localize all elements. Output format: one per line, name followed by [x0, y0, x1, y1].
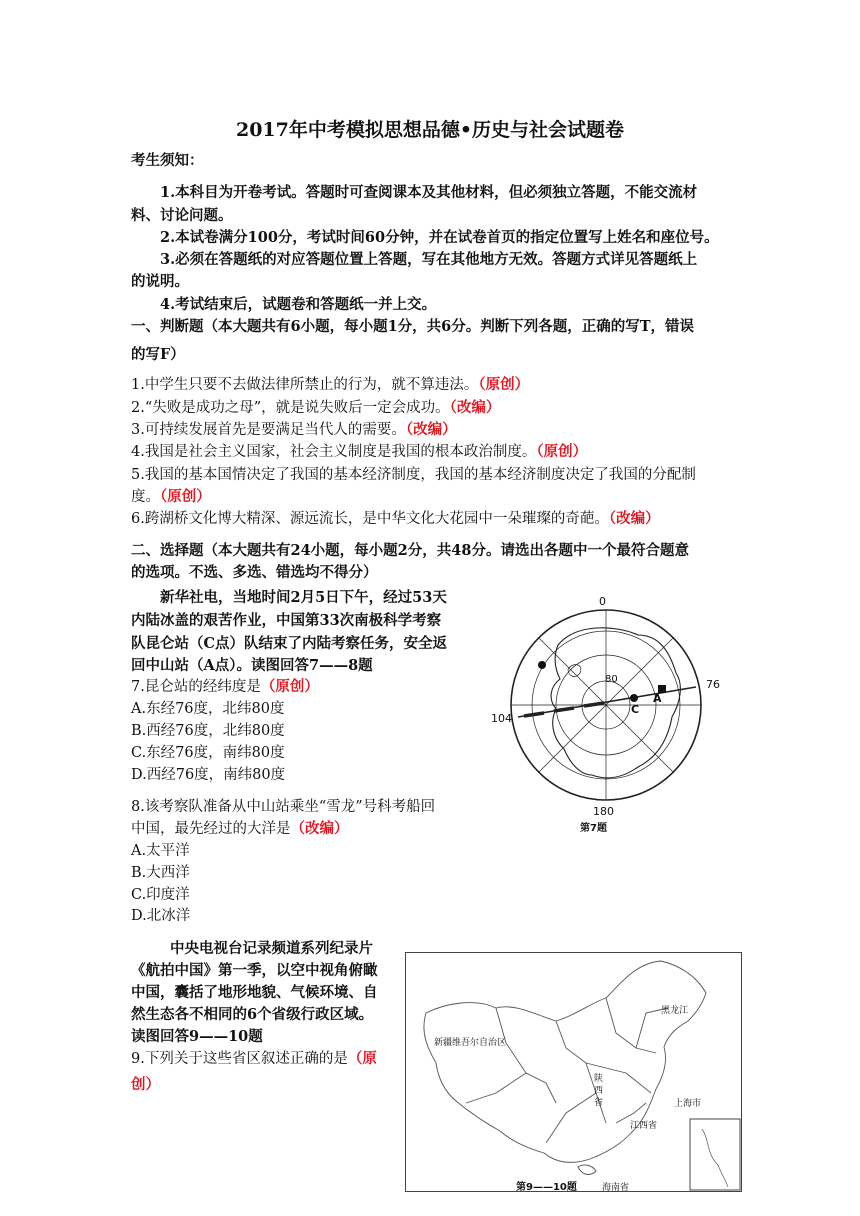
source-tag: （原创） — [260, 678, 319, 695]
intro-9-10: 中国，囊括了地形地貌、气候环境、自 — [131, 984, 378, 1001]
question-3: 3.可持续发展首先是要满足当代人的需要。（改编） — [131, 421, 457, 438]
marker-point-c — [630, 694, 638, 702]
region-label-jiangxi: 江西省 — [630, 1121, 658, 1131]
point-c-label: C — [631, 703, 640, 716]
source-tag: （改编） — [608, 510, 660, 527]
notice-item: 1.本科目为开卷考试。答题时可查阅课本及其他材料，但必须独立答题，不能交流材 — [160, 184, 698, 201]
page-title: 2017年中考模拟思想品德•历史与社会试题卷 — [235, 119, 625, 141]
region-label-shanghai: 上海市 — [674, 1099, 702, 1109]
marker-point — [538, 661, 546, 669]
option: C.印度洋 — [131, 887, 190, 903]
intro-9-10: 《航拍中国》第一季，以空中视角俯瞰 — [131, 962, 378, 979]
intro-7-8: 回中山站（A点）。读图回答7——8题 — [131, 657, 373, 674]
map-label-76: 76 — [706, 678, 720, 691]
map-label-0: 0 — [599, 595, 606, 608]
option: D.西经76度，南纬80度 — [131, 767, 286, 783]
section1-heading-cont: 的写F） — [131, 346, 185, 363]
question-4: 4.我国是社会主义国家，社会主义制度是我国的根本政治制度。（原创） — [131, 443, 588, 460]
source-tag: （原创） — [160, 488, 211, 505]
option: A.太平洋 — [131, 843, 190, 859]
figure-caption: 第7题 — [580, 823, 607, 834]
notice-item: 的说明。 — [131, 273, 189, 290]
source-tag-cont: 创） — [131, 1076, 160, 1093]
antarctica-polar-map — [488, 595, 728, 835]
notice-item: 3.必须在答题纸的对应答题位置上答题，写在其他地方无效。答题方式详见答题纸上 — [160, 251, 698, 268]
question-8-cont: 中国，最先经过的大洋是（改编） — [131, 820, 349, 837]
notice-item: 4.考试结束后，试题卷和答题纸一并上交。 — [160, 296, 437, 313]
section1-heading: 一、判断题（本大题共有6小题，每小题1分，共6分。判断下列各题，正确的写T，错误 — [131, 318, 695, 335]
intro-9-10: 然生态各不相同的6个省级行政区域。 — [131, 1006, 374, 1023]
source-tag: （改编） — [405, 421, 457, 438]
region-label-hainan: 海南省 — [602, 1183, 630, 1193]
map-label-lat: 80 — [605, 674, 618, 685]
question-9: 9.下列关于这些省区叙述正确的是（原 — [131, 1050, 377, 1067]
notice-heading: 考生须知： — [131, 152, 204, 169]
intro-7-8: 内陆冰盖的艰苦作业，中国第33次南极科学考察 — [131, 612, 442, 629]
question-2: 2.“失败是成功之母”，就是说失败后一定会成功。（改编） — [131, 399, 501, 416]
section2-heading-cont: 的选项。不选、多选、错选均不得分） — [131, 564, 378, 581]
option: B.大西洋 — [131, 865, 190, 881]
point-a-label: A — [653, 692, 662, 705]
intro-7-8: 新华社电，当地时间2月5日下午，经过53天 — [160, 589, 447, 606]
option: D.北冰洋 — [131, 908, 191, 924]
question-8: 8.该考察队准备从中山站乘坐“雪龙”号科考船回 — [131, 799, 436, 815]
option: C.东经76度，南纬80度 — [131, 745, 285, 761]
map-label-104: 104 — [491, 712, 512, 725]
region-label-shaanxi: 省 — [594, 1098, 604, 1108]
figure-caption: 第9——10题 — [516, 1182, 577, 1193]
intro-7-8: 队昆仑站（C点）队结束了内陆考察任务，安全返 — [131, 635, 448, 652]
region-label-shaanxi: 西 — [594, 1086, 604, 1096]
intro-9-10: 中央电视台记录频道系列纪录片 — [170, 940, 373, 957]
option: B.西经76度，北纬80度 — [131, 723, 285, 739]
map-label-180: 180 — [593, 805, 614, 818]
option: A.东经76度，北纬80度 — [131, 701, 285, 717]
question-5: 5.我国的基本国情决定了我国的基本经济制度，我国的基本经济制度决定了我国的分配制 — [131, 467, 696, 483]
china-map — [405, 952, 742, 1192]
source-tag: （改编） — [449, 399, 501, 416]
source-tag: （改编） — [290, 820, 349, 837]
region-label-shaanxi: 陕 — [594, 1074, 604, 1084]
region-label-xinjiang: 新疆维吾尔自治区 — [434, 1038, 507, 1048]
question-6: 6.跨湖桥文化博大精深、源远流长，是中华文化大花园中一朵璀璨的奇葩。（改编） — [131, 510, 660, 527]
intro-9-10: 读图回答9——10题 — [131, 1028, 263, 1045]
question-7: 7.昆仑站的经纬度是（原创） — [131, 678, 319, 695]
source-tag: （原 — [347, 1050, 377, 1067]
question-1: 1.中学生只要不去做法律所禁止的行为，就不算违法。（原创） — [131, 376, 530, 393]
notice-item: 料、讨论问题。 — [131, 207, 233, 224]
source-tag: （原创） — [478, 376, 530, 393]
source-tag: （原创） — [536, 443, 588, 460]
notice-item: 2.本试卷满分100分，考试时间60分钟，并在试卷首页的指定位置写上姓名和座位号。 — [160, 229, 719, 246]
question-5-cont: 度。（原创） — [131, 488, 211, 505]
section2-heading: 二、选择题（本大题共有24小题，每小题2分，共48分。请选出各题中一个最符合题意 — [131, 542, 689, 559]
region-label-heilongjiang: 黑龙江 — [661, 1006, 689, 1016]
